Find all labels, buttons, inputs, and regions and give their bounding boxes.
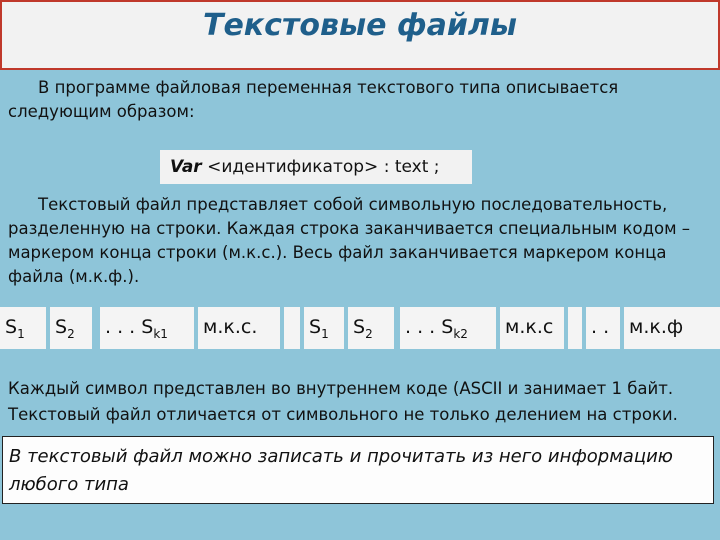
cell-eof: м.к.ф <box>624 307 720 349</box>
syntax-keyword: Var <box>170 157 202 177</box>
syntax-box <box>160 150 472 184</box>
ascii-paragraph: Каждый символ представлен во внутреннем коде (ASCII и занимает 1 байт. Текстовый файл отличается от символьного не только делением на строки. <box>8 379 678 424</box>
cell-dots: . . <box>586 307 620 349</box>
syntax-rest: <идентификатор> : text ; <box>201 157 440 177</box>
cell-eol-2: м.к.с <box>500 307 564 349</box>
cell-s2: $S_2$ <box>50 307 92 349</box>
file-structure-row <box>0 307 720 349</box>
cell-sk2: . . . $S_{k2}$ <box>400 307 496 349</box>
intro-paragraph <box>8 76 708 124</box>
cell-s1: $S_1$ <box>0 307 46 349</box>
description-text: Текстовый файл представляет собой символьную последовательность, разделенную на строки. Каждая строка заканчивается специальным кодом – маркером конца строки (м.к.с.). Весь файл заканчивается маркером конца файла (м.к.ф.). <box>8 195 691 286</box>
cell-gap-2 <box>568 307 582 349</box>
intro-text: В программе файловая переменная текстового типа описывается следующим образом: <box>8 78 619 121</box>
cell-s2-b: $S_2$ <box>348 307 394 349</box>
cell-s1-b: $S_1$ <box>304 307 344 349</box>
cell-sk1: . . . $S_{k1}$ <box>100 307 194 349</box>
cell-eol-1: м.к.с. <box>198 307 280 349</box>
note-box: В текстовый файл можно записать и прочитать из него информацию любого типа <box>2 436 714 504</box>
slide-title: Текстовые файлы <box>203 8 517 43</box>
description-paragraph <box>8 193 714 289</box>
cell-gap-1 <box>284 307 300 349</box>
